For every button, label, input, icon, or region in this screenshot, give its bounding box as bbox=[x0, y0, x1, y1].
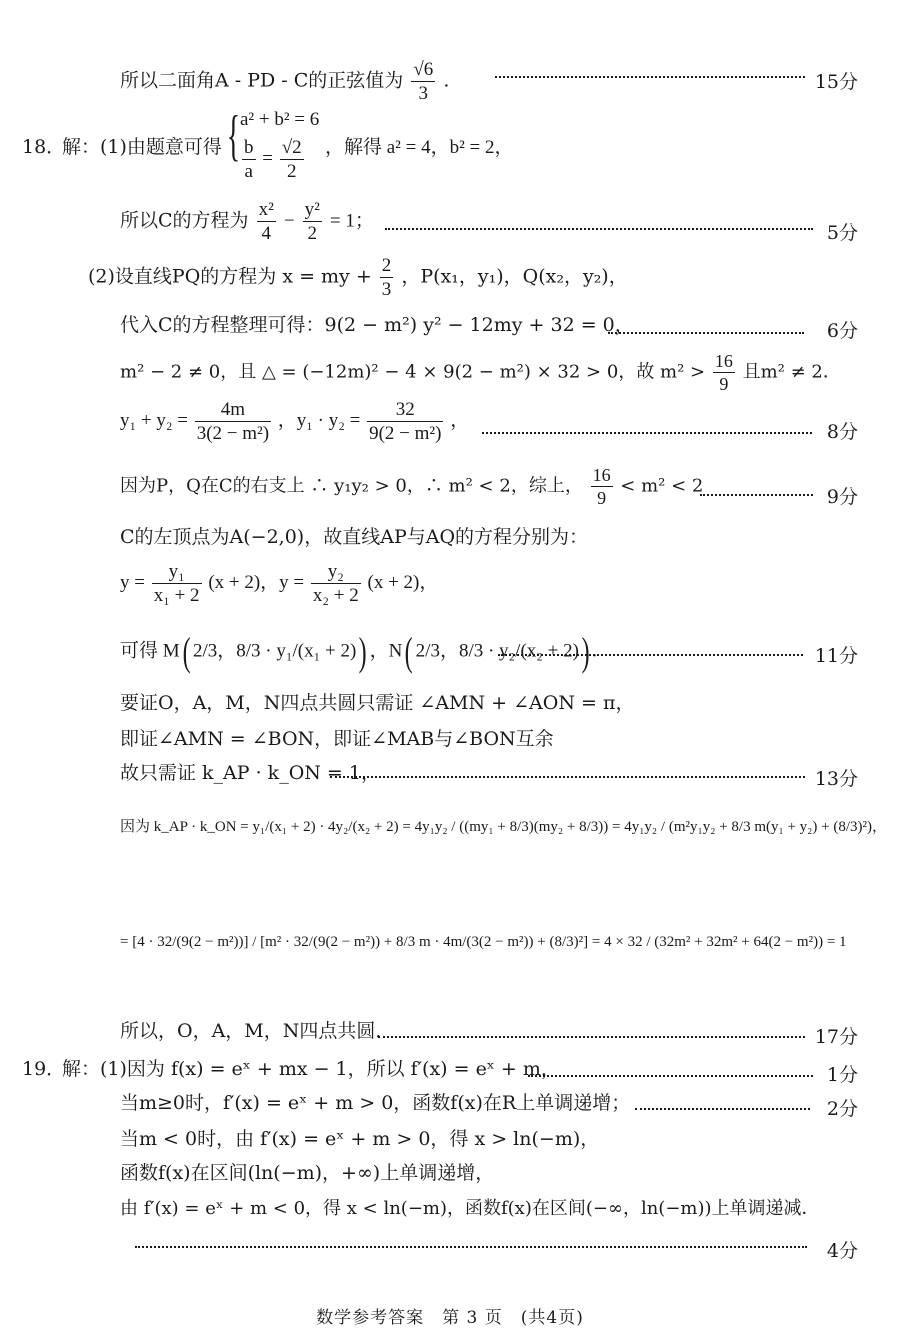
denominator: a bbox=[244, 161, 253, 182]
fraction bbox=[280, 138, 304, 181]
leader-dots bbox=[330, 776, 805, 778]
score-5: 5分 bbox=[826, 222, 858, 244]
numerator: 2 bbox=[381, 255, 392, 276]
q18-solution: ，解得 a² = 4，b² = 2， bbox=[325, 137, 514, 158]
line-c-equation bbox=[120, 200, 374, 243]
text: . bbox=[443, 69, 450, 92]
score-17: 17分 bbox=[814, 1026, 858, 1048]
leader-dots bbox=[378, 1036, 805, 1038]
text: = 1； bbox=[329, 210, 374, 232]
line-decreasing: 由 f′(x) = eˣ + m < 0，得 x < ln(−m)，函数f(x)在区间(−∞，ln(−m))上单调递减． bbox=[120, 1198, 820, 1219]
coords: 2/3，8/3 · y₁/(x₁ + 2) bbox=[192, 640, 357, 662]
denominator: 3 bbox=[381, 279, 392, 300]
text: y₁ + y₂ = bbox=[120, 409, 188, 431]
line-slope-computation: 因为 k_AP · k_ON = y₁/(x₁ + 2) · 4y₂/(x₂ + 2) = 4y₁y₂ / ((my₁ + 8/3)(my₂ + 8/3)) = 4y₁y₂ / (m²y₁y₂ + 8/3 m(y₁ + y₂) + (8/3)²)， bbox=[120, 819, 888, 835]
text: ， bbox=[450, 409, 470, 431]
denominator: 9(2 − m²) bbox=[369, 423, 442, 444]
text: 可得 M bbox=[120, 640, 180, 662]
text: (x + 2)，y = bbox=[208, 571, 305, 593]
text: < m² < 2 bbox=[620, 475, 704, 497]
numerator: y₂ bbox=[311, 562, 361, 584]
denominator: 2 bbox=[286, 161, 297, 182]
line-m-nonneg: 当m≥0时，f′(x) = eˣ + m > 0，函数f(x)在R上单调递增； bbox=[120, 1092, 631, 1114]
line-vieta bbox=[120, 400, 469, 443]
score-4: 4分 bbox=[826, 1240, 858, 1262]
score-15: 15分 bbox=[814, 71, 858, 93]
line-angle-equal: 即证∠AMN = ∠BON，即证∠MAB与∠BON互余 bbox=[120, 728, 554, 750]
paren: ( bbox=[182, 629, 191, 674]
text: 所以C的方程为 bbox=[120, 209, 249, 232]
text: (x + 2)， bbox=[367, 571, 439, 593]
line-m-neg: 当m < 0时，由 f′(x) = eˣ + m > 0，得 x > ln(−m)， bbox=[120, 1128, 600, 1150]
denominator: 3(2 − m²) bbox=[196, 423, 270, 444]
denominator: 4 bbox=[261, 223, 271, 244]
numerator: 16 bbox=[714, 351, 733, 371]
score-13: 13分 bbox=[814, 768, 858, 790]
denominator: 9 bbox=[597, 488, 607, 508]
fraction bbox=[257, 200, 276, 243]
line-m-n-points bbox=[120, 629, 598, 674]
fraction bbox=[380, 256, 394, 299]
numerator: x² bbox=[258, 199, 274, 220]
question-number-18: 18． bbox=[22, 136, 66, 158]
score-6: 6分 bbox=[826, 320, 858, 342]
fraction bbox=[311, 562, 361, 605]
line-conclusion: 所以，O，A，M，N四点共圆． bbox=[120, 1020, 395, 1042]
line-pq bbox=[88, 256, 628, 299]
denominator: x₂ + 2 bbox=[312, 585, 359, 606]
denominator: 9 bbox=[719, 374, 729, 394]
fraction bbox=[591, 466, 613, 507]
numerator: √6 bbox=[413, 59, 434, 80]
text: y = bbox=[120, 571, 145, 593]
text: 且m² ≠ 2． bbox=[742, 361, 841, 383]
text: (2)设直线PQ的方程为 x = my + bbox=[88, 265, 372, 288]
paren: ) bbox=[358, 629, 367, 674]
fraction bbox=[242, 138, 256, 181]
fraction bbox=[195, 400, 271, 443]
line-derivative: 解：(1)因为 f(x) = eˣ + mx − 1，所以 f′(x) = eˣ + m， bbox=[62, 1058, 560, 1080]
system-eq2: $\frac{b}{a}$ = $\frac{√2}{2}$ bbox=[244, 137, 302, 182]
numerator: 4m bbox=[195, 400, 271, 422]
line-ap-aq bbox=[120, 562, 438, 605]
leader-dots bbox=[635, 1108, 810, 1110]
score-1: 1分 bbox=[826, 1064, 858, 1086]
text: − bbox=[283, 210, 295, 232]
line-concyclic-goal: 要证O，A，M，N四点共圆只需证 ∠AMN + ∠AON = π， bbox=[120, 692, 635, 714]
score-2: 2分 bbox=[826, 1098, 858, 1120]
line-increasing: 函数f(x)在区间(ln(−m)，+∞)上单调递增， bbox=[120, 1162, 495, 1184]
q18-intro: 解：(1)由题意可得 bbox=[62, 136, 222, 158]
numerator: 16 bbox=[592, 465, 611, 485]
fraction bbox=[713, 352, 735, 393]
line-right-branch bbox=[120, 466, 703, 507]
text: ，y₁ · y₂ = bbox=[277, 409, 361, 431]
leader-dots bbox=[608, 332, 804, 334]
leader-dots bbox=[135, 1246, 807, 1248]
fraction bbox=[152, 562, 202, 605]
score-8: 8分 bbox=[826, 421, 858, 443]
score-11: 11分 bbox=[814, 645, 858, 667]
fraction bbox=[367, 400, 443, 443]
line-discriminant bbox=[120, 352, 841, 393]
page-footer: 数学参考答案 第 3 页 (共4页) bbox=[316, 1308, 584, 1328]
leader-dots bbox=[528, 1075, 813, 1077]
leader-dots bbox=[700, 494, 813, 496]
numerator: √2 bbox=[281, 137, 302, 158]
denominator: 2 bbox=[307, 223, 317, 244]
leader-dots bbox=[385, 228, 813, 230]
leader-dots bbox=[495, 76, 805, 78]
numerator: 32 bbox=[367, 400, 443, 422]
line-simplification: = [4 · 32/(9(2 − m²))] / [m² · 32/(9(2 − m²)) + 8/3 m · 4m/(3(2 − m²)) + (8/3)²] = 4 × 32 / (32m² + 32m² + 64(2 − m²)) = 1 bbox=[120, 934, 847, 950]
line-dihedral-angle bbox=[120, 60, 449, 103]
score-9: 9分 bbox=[826, 486, 858, 508]
denominator: x₁ + 2 bbox=[153, 585, 200, 606]
left-brace: { bbox=[226, 105, 241, 167]
leader-dots bbox=[498, 654, 803, 656]
numerator: y₁ bbox=[152, 562, 202, 584]
numerator: y² bbox=[304, 199, 320, 220]
system-eq1: a² + b² = 6 bbox=[240, 109, 320, 130]
text: m² − 2 ≠ 0，且 △ = (−12m)² − 4 × 9(2 − m²) × 32 > 0，故 m² > bbox=[120, 361, 706, 383]
paren: ( bbox=[405, 629, 414, 674]
line-substitute: 代入C的方程整理可得：9(2 − m²) y² − 12my + 32 = 0， bbox=[120, 314, 634, 336]
text: ，N bbox=[369, 640, 403, 662]
text: ，P(x₁，y₁)，Q(x₂，y₂)， bbox=[401, 265, 628, 288]
line-slope-product: 故只需证 k_AP · k_ON = 1， bbox=[120, 762, 380, 784]
leader-dots bbox=[482, 432, 812, 434]
numerator: b bbox=[244, 137, 254, 158]
text: . bbox=[592, 640, 598, 662]
fraction bbox=[303, 200, 322, 243]
fraction bbox=[411, 60, 435, 103]
question-number-19: 19． bbox=[22, 1058, 66, 1080]
text: 因为P，Q在C的右支上 ∴ y₁y₂ > 0，∴ m² < 2，综上， bbox=[120, 475, 583, 497]
coords: 2/3，8/3 · y₂/(x₂ + 2) bbox=[415, 640, 579, 662]
denominator: 3 bbox=[418, 83, 429, 104]
line-left-vertex: C的左顶点为A(−2,0)，故直线AP与AQ的方程分别为： bbox=[120, 526, 589, 548]
text: 所以二面角A - PD - C的正弦值为 bbox=[120, 69, 404, 92]
paren: ) bbox=[581, 629, 590, 674]
